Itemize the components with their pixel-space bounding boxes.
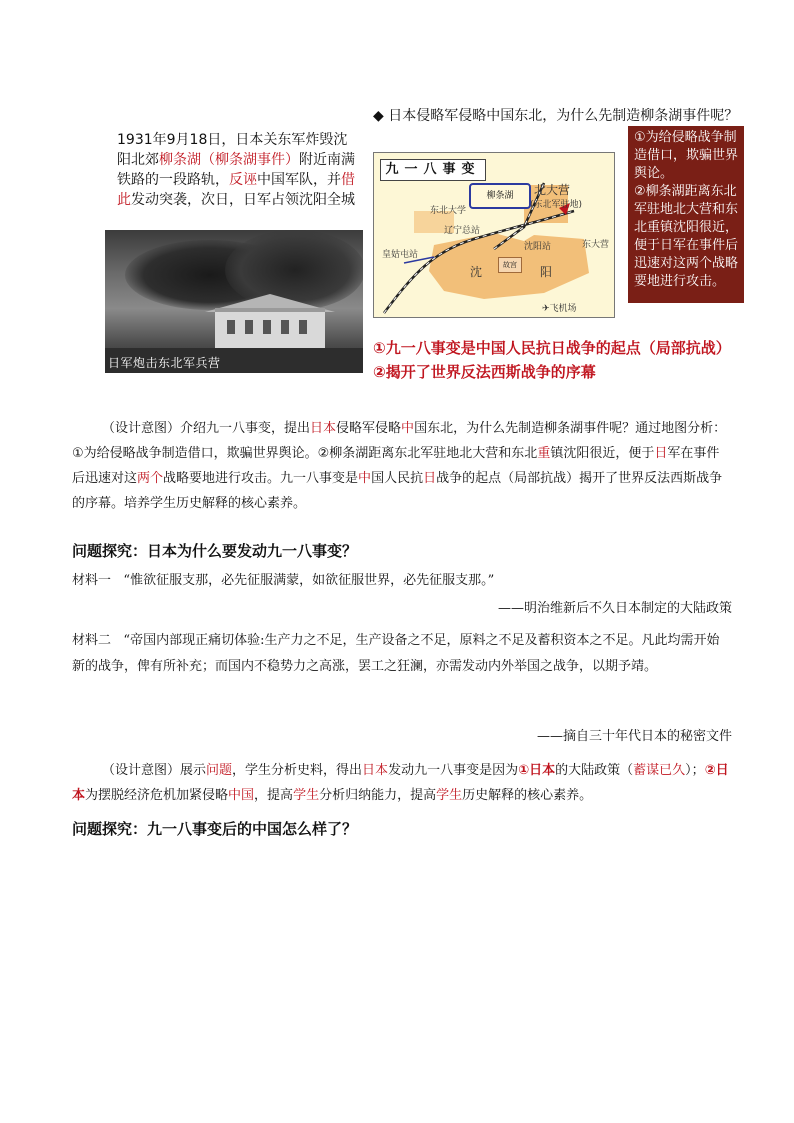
material-1-source: ——明治维新后不久日本制定的大陆政策 xyxy=(497,601,732,616)
mukden-incident-map xyxy=(373,152,615,318)
liutiao-lake-label: 柳条湖 xyxy=(469,183,531,209)
historical-photo xyxy=(105,230,363,373)
question-text xyxy=(373,106,758,126)
reason-box xyxy=(628,126,744,303)
photo-caption: 日军炮击东北军兵营 xyxy=(108,356,221,370)
city-char-shen: 沈 xyxy=(470,265,483,279)
material-label: 材料一 xyxy=(72,573,112,588)
diamond-bullet-icon: ◆ xyxy=(373,108,384,124)
design-intent-paragraph-2: （设计意图）展示问题，学生分析史料，得出日本发动九一八事变是因为①日本的大陆政策（蓄谋已久）；②日本为摆脱经济危机加紧侵略中国，提高学生分析归纳能力，提高学生历史解释的核心素养。 xyxy=(72,763,729,803)
city-char-yang: 阳 xyxy=(540,265,553,279)
false-accusation-highlight: 反诬 xyxy=(229,172,257,188)
question-body: 日本侵略军侵略中国东北，为什么先制造柳条湖事件呢？ xyxy=(388,108,739,124)
shenyang-station-label: 沈阳站 xyxy=(524,242,552,252)
window xyxy=(227,320,235,334)
conclusion-2: ②揭开了世界反法西斯战争的序幕 xyxy=(373,363,596,381)
material-2 xyxy=(72,628,732,680)
airplane-icon: ✈ xyxy=(542,304,550,314)
conclusions xyxy=(373,336,773,384)
intro-part: 中国军队，并 xyxy=(257,172,341,188)
liutiao-lake-highlight: 柳条湖（柳条湖事件） xyxy=(159,152,299,168)
section-heading: 问题探究：九一八事变后的中国怎么样了？ xyxy=(72,820,358,838)
university-label: 东北大学 xyxy=(430,206,467,216)
design-intent-paragraph-1: （设计意图）介绍九一八事变，提出日本侵略军侵略中国东北，为什么先制造柳条湖事件呢？通过地图分析：①为给侵略战争制造借口，欺骗世界舆论。②柳条湖距离东北军驻地北大营和东北重镇沈阳很近，便于日军在事件后迅速对这两个战略要地进行攻击。九一八事变是中国人民抗日战争的起点（局部抗战）揭开了世界反法西斯战争的序幕。培养学生历史解释的核心素养。 xyxy=(72,421,727,511)
material-quote: “惟欲征服支那，必先征服满蒙，如欲征服世界，必先征服支那。” xyxy=(123,573,495,588)
dongdaying-label: 东大营 xyxy=(582,240,610,250)
material-2-source: ——摘自三十年代日本的秘密文件 xyxy=(536,729,732,744)
pretext-highlight: 借此 xyxy=(117,172,355,208)
material-quote: “帝国内部现正痛切体验:生产力之不足，生产设备之不足，原料之不足及蓄积资本之不足。凡此均需开始新的战争，俾有所补充；而国内不稳势力之高涨，罢工之狂澜，亦需发动内外举国之战争，以期予靖。 xyxy=(72,633,720,674)
conclusion-1: ①九一八事变是中国人民抗日战争的起点（局部抗战） xyxy=(373,339,731,357)
window xyxy=(299,320,307,334)
liaoning-station-label: 辽宁总站 xyxy=(444,226,481,236)
intro-part: 附近南满铁路的一段路轨， xyxy=(117,152,355,188)
window xyxy=(281,320,289,334)
palace-label: 故宫 xyxy=(498,257,522,273)
window xyxy=(245,320,253,334)
reason-1: ①为给侵略战争制造借口，欺骗世界舆论。 xyxy=(634,130,739,181)
map-title: 九一八事变 xyxy=(380,159,486,181)
intro-part: 1931年9月18日，日本关东军炸毁沈阳北郊 xyxy=(117,132,348,168)
material-label: 材料二 xyxy=(72,633,112,648)
huanggutun-label: 皇姑屯站 xyxy=(382,250,419,260)
airport-label: ✈飞机场 xyxy=(542,304,577,314)
window xyxy=(263,320,271,334)
section-heading: 问题探究：日本为什么要发动九一八事变？ xyxy=(72,542,358,560)
intro-text xyxy=(117,130,357,210)
beidaying-label: 北大营 xyxy=(534,183,571,197)
reason-2: ②柳条湖距离东北军驻地北大营和东北重镇沈阳很近，便于日军在事件后迅速对这两个战略要地进行攻击。 xyxy=(634,184,739,289)
material-1 xyxy=(72,568,732,594)
intro-part: 发动突袭，次日，日军占领沈阳全城 xyxy=(131,192,355,208)
beidaying-note: (东北军驻地) xyxy=(530,200,583,210)
